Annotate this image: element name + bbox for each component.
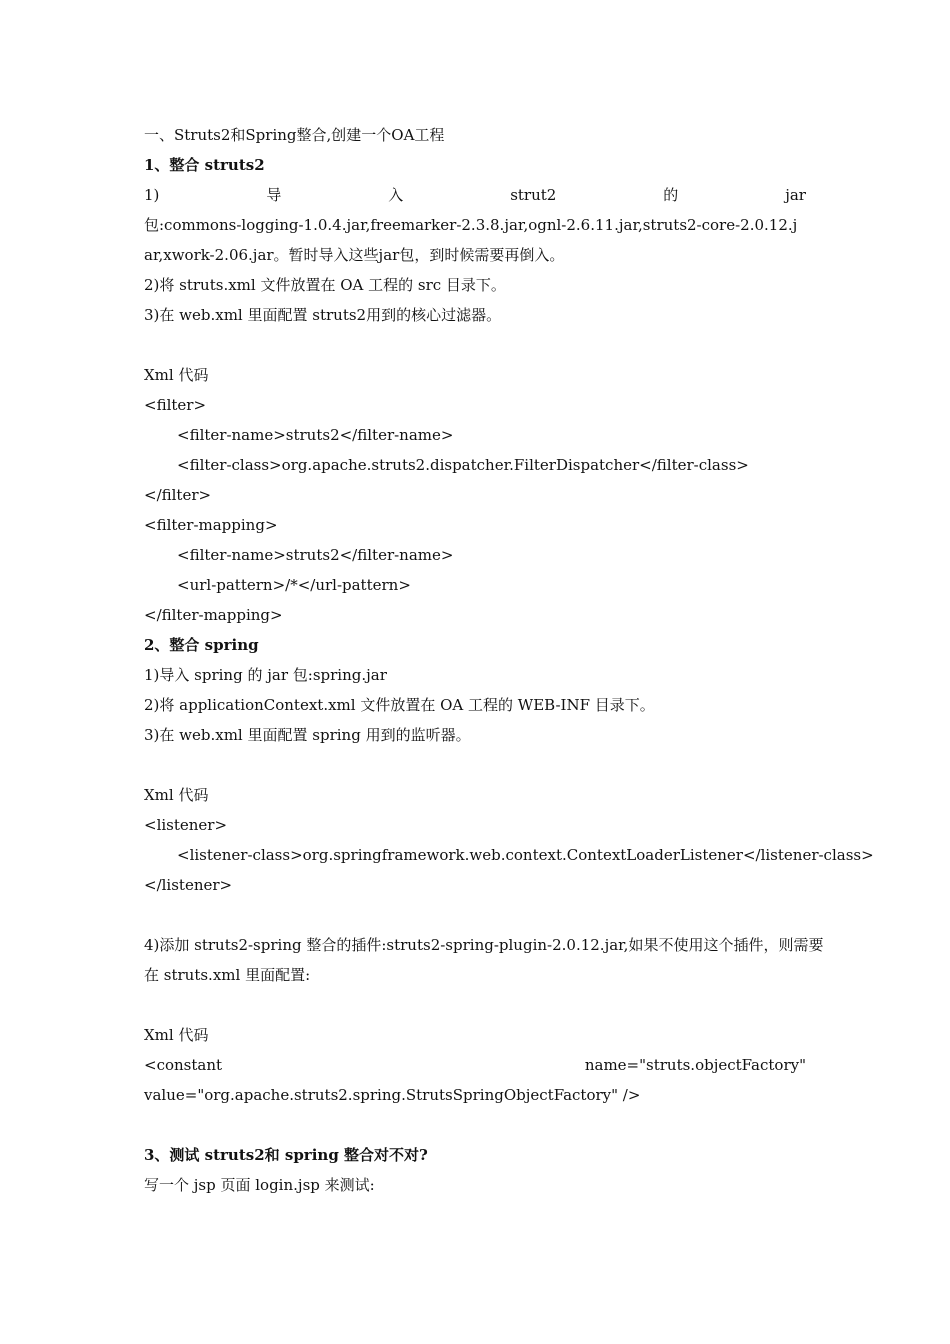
step-1-1-line <box>144 180 806 210</box>
code-label: Xml 代码 <box>144 786 209 804</box>
heading-main: 一、Struts2和Spring整合,创建一个OA工程 <box>144 126 445 144</box>
code-line: <listener> <box>144 816 228 834</box>
code-line: <filter-mapping> <box>144 516 278 534</box>
step-1-1-word: 1) <box>144 186 160 204</box>
spacer <box>144 330 806 360</box>
spacer <box>144 1110 806 1140</box>
code-line: <filter-name>struts2</filter-name> <box>177 426 454 444</box>
step-1-1-continuation: 包:commons-logging-1.0.4.jar,freemarker-2.3.8.jar,ognl-2.6.11.jar,struts2-core-2.0.12.jar,xwork-2.06.jar。暂时导入这些jar包，到时候需要再倒入。 <box>144 216 798 264</box>
step-2-3: 3)在 web.xml 里面配置 spring 用到的监听器。 <box>144 726 471 744</box>
step-2-4-continuation: 在 struts.xml 里面配置: <box>144 966 311 984</box>
section-2-heading: 2、整合 spring <box>144 636 259 654</box>
code-label: Xml 代码 <box>144 366 209 384</box>
step-1-1-word: strut2 <box>510 186 557 204</box>
code-line: value="org.apache.struts2.spring.StrutsSpringObjectFactory" /> <box>144 1086 641 1104</box>
step-1-1-word: 导 <box>266 186 282 204</box>
spacer <box>144 750 806 780</box>
code-token: <constant <box>144 1056 223 1074</box>
spacer <box>144 900 806 930</box>
step-1-3: 3)在 web.xml 里面配置 struts2用到的核心过滤器。 <box>144 306 502 324</box>
section-1-heading: 1、整合 struts2 <box>144 156 265 174</box>
step-1-1-word: 入 <box>388 186 404 204</box>
code-line: </listener> <box>144 876 233 894</box>
step-2-4: 4)添加 struts2-spring 整合的插件:struts2-spring-plugin-2.0.12.jar,如果不使用这个插件，则需要 <box>144 936 824 954</box>
code-label: Xml 代码 <box>144 1026 209 1044</box>
step-2-2: 2)将 applicationContext.xml 文件放置在 OA 工程的 WEB-INF 目录下。 <box>144 696 655 714</box>
step-1-1-word: 的 <box>663 186 679 204</box>
document-body <box>144 120 874 1200</box>
code-line: <filter-name>struts2</filter-name> <box>177 546 454 564</box>
section-3-heading: 3、测试 struts2和 spring 整合对不对? <box>144 1146 428 1164</box>
code-line: </filter> <box>144 486 212 504</box>
step-2-1: 1)导入 spring 的 jar 包:spring.jar <box>144 666 387 684</box>
code-line: <filter-class>org.apache.struts2.dispatcher.FilterDispatcher</filter-class> <box>177 456 749 474</box>
step-3-1: 写一个 jsp 页面 login.jsp 来测试: <box>144 1176 375 1194</box>
step-1-1-word: jar <box>785 186 806 204</box>
step-1-2: 2)将 struts.xml 文件放置在 OA 工程的 src 目录下。 <box>144 276 506 294</box>
code-line <box>144 1050 806 1080</box>
code-line: <listener-class>org.springframework.web.context.ContextLoaderListener</listener-class> <box>177 846 874 864</box>
code-line: <url-pattern>/*</url-pattern> <box>177 576 411 594</box>
code-token: name="struts.objectFactory" <box>584 1056 806 1074</box>
code-line: <filter> <box>144 396 207 414</box>
spacer <box>144 990 806 1020</box>
code-line: </filter-mapping> <box>144 606 283 624</box>
